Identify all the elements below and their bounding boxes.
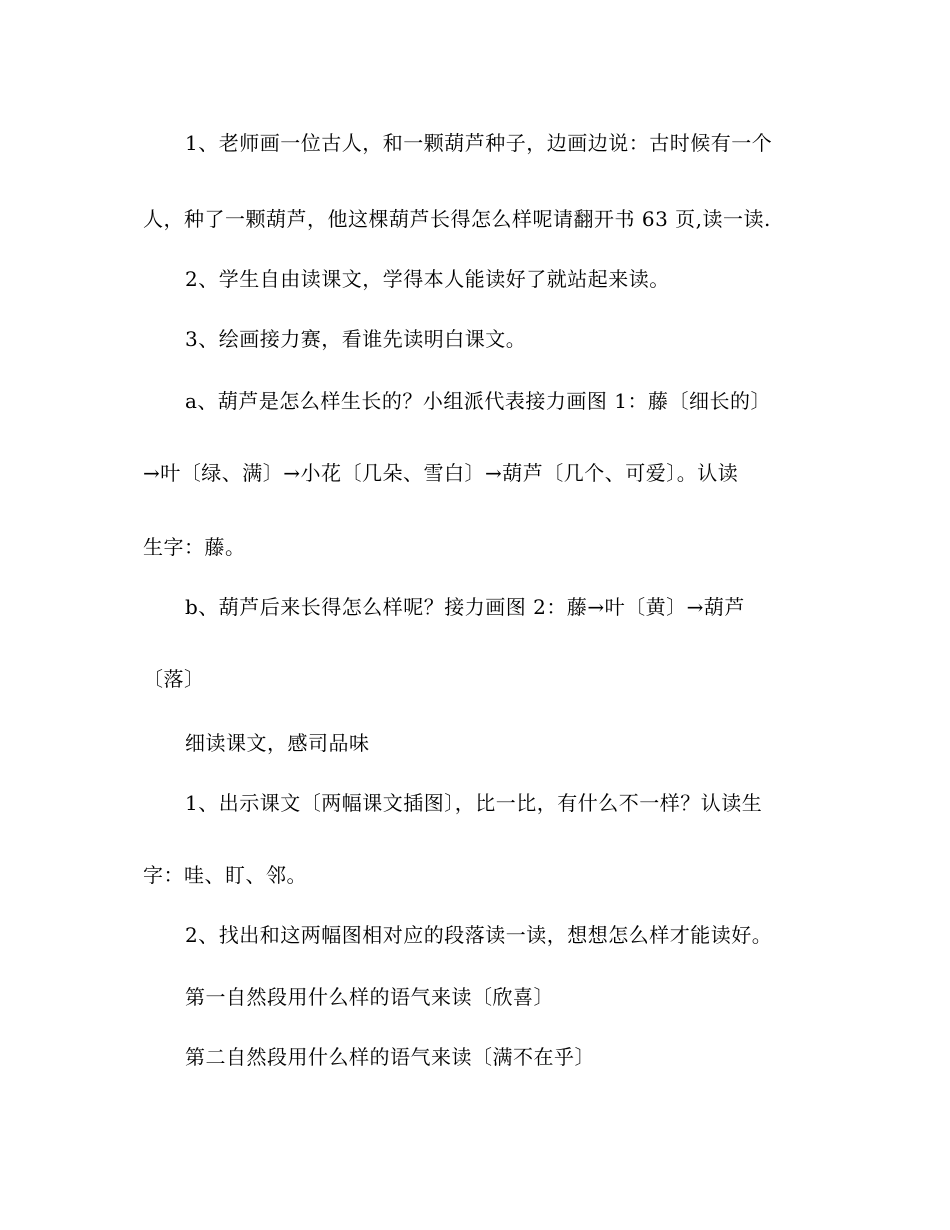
paragraph-line: 第二自然段用什么样的语气来读〔满不在乎〕 bbox=[185, 1045, 595, 1069]
paragraph-line: 人，种了一颗葫芦，他这棵葫芦长得怎么样呢请翻开书 63 页,读一读. bbox=[143, 207, 771, 231]
paragraph-line: a、葫芦是怎么样生长的？小组派代表接力画图 1：藤〔细长的〕 bbox=[185, 389, 772, 413]
paragraph-line: 〔落〕 bbox=[143, 667, 205, 691]
paragraph-line: 字：哇、盯、邻。 bbox=[143, 863, 307, 887]
paragraph-line: 3、绘画接力赛，看谁先读明白课文。 bbox=[185, 327, 527, 351]
section-heading: 细读课文，感司品味 bbox=[185, 731, 370, 755]
paragraph-line: 1、出示课文〔两幅课文插图〕，比一比，有什么不一样？认读生 bbox=[185, 791, 763, 815]
paragraph-line: 生字：藤。 bbox=[143, 535, 246, 559]
paragraph-line: 2、学生自由读课文，学得本人能读好了就站起来读。 bbox=[185, 267, 670, 291]
paragraph-line: b、葫芦后来长得怎么样呢？接力画图 2：藤→叶〔黄〕→葫芦 bbox=[185, 595, 745, 619]
paragraph-line: 1、老师画一位古人，和一颗葫芦种子，边画边说：古时候有一个 bbox=[185, 131, 773, 155]
paragraph-line: 第一自然段用什么样的语气来读〔欣喜〕 bbox=[185, 985, 554, 1009]
paragraph-line: 2、找出和这两幅图相对应的段落读一读，想想怎么样才能读好。 bbox=[185, 923, 773, 947]
paragraph-line: →叶〔绿、满〕→小花〔几朵、雪白〕→葫芦〔几个、可爱〕。认读 bbox=[143, 461, 739, 485]
